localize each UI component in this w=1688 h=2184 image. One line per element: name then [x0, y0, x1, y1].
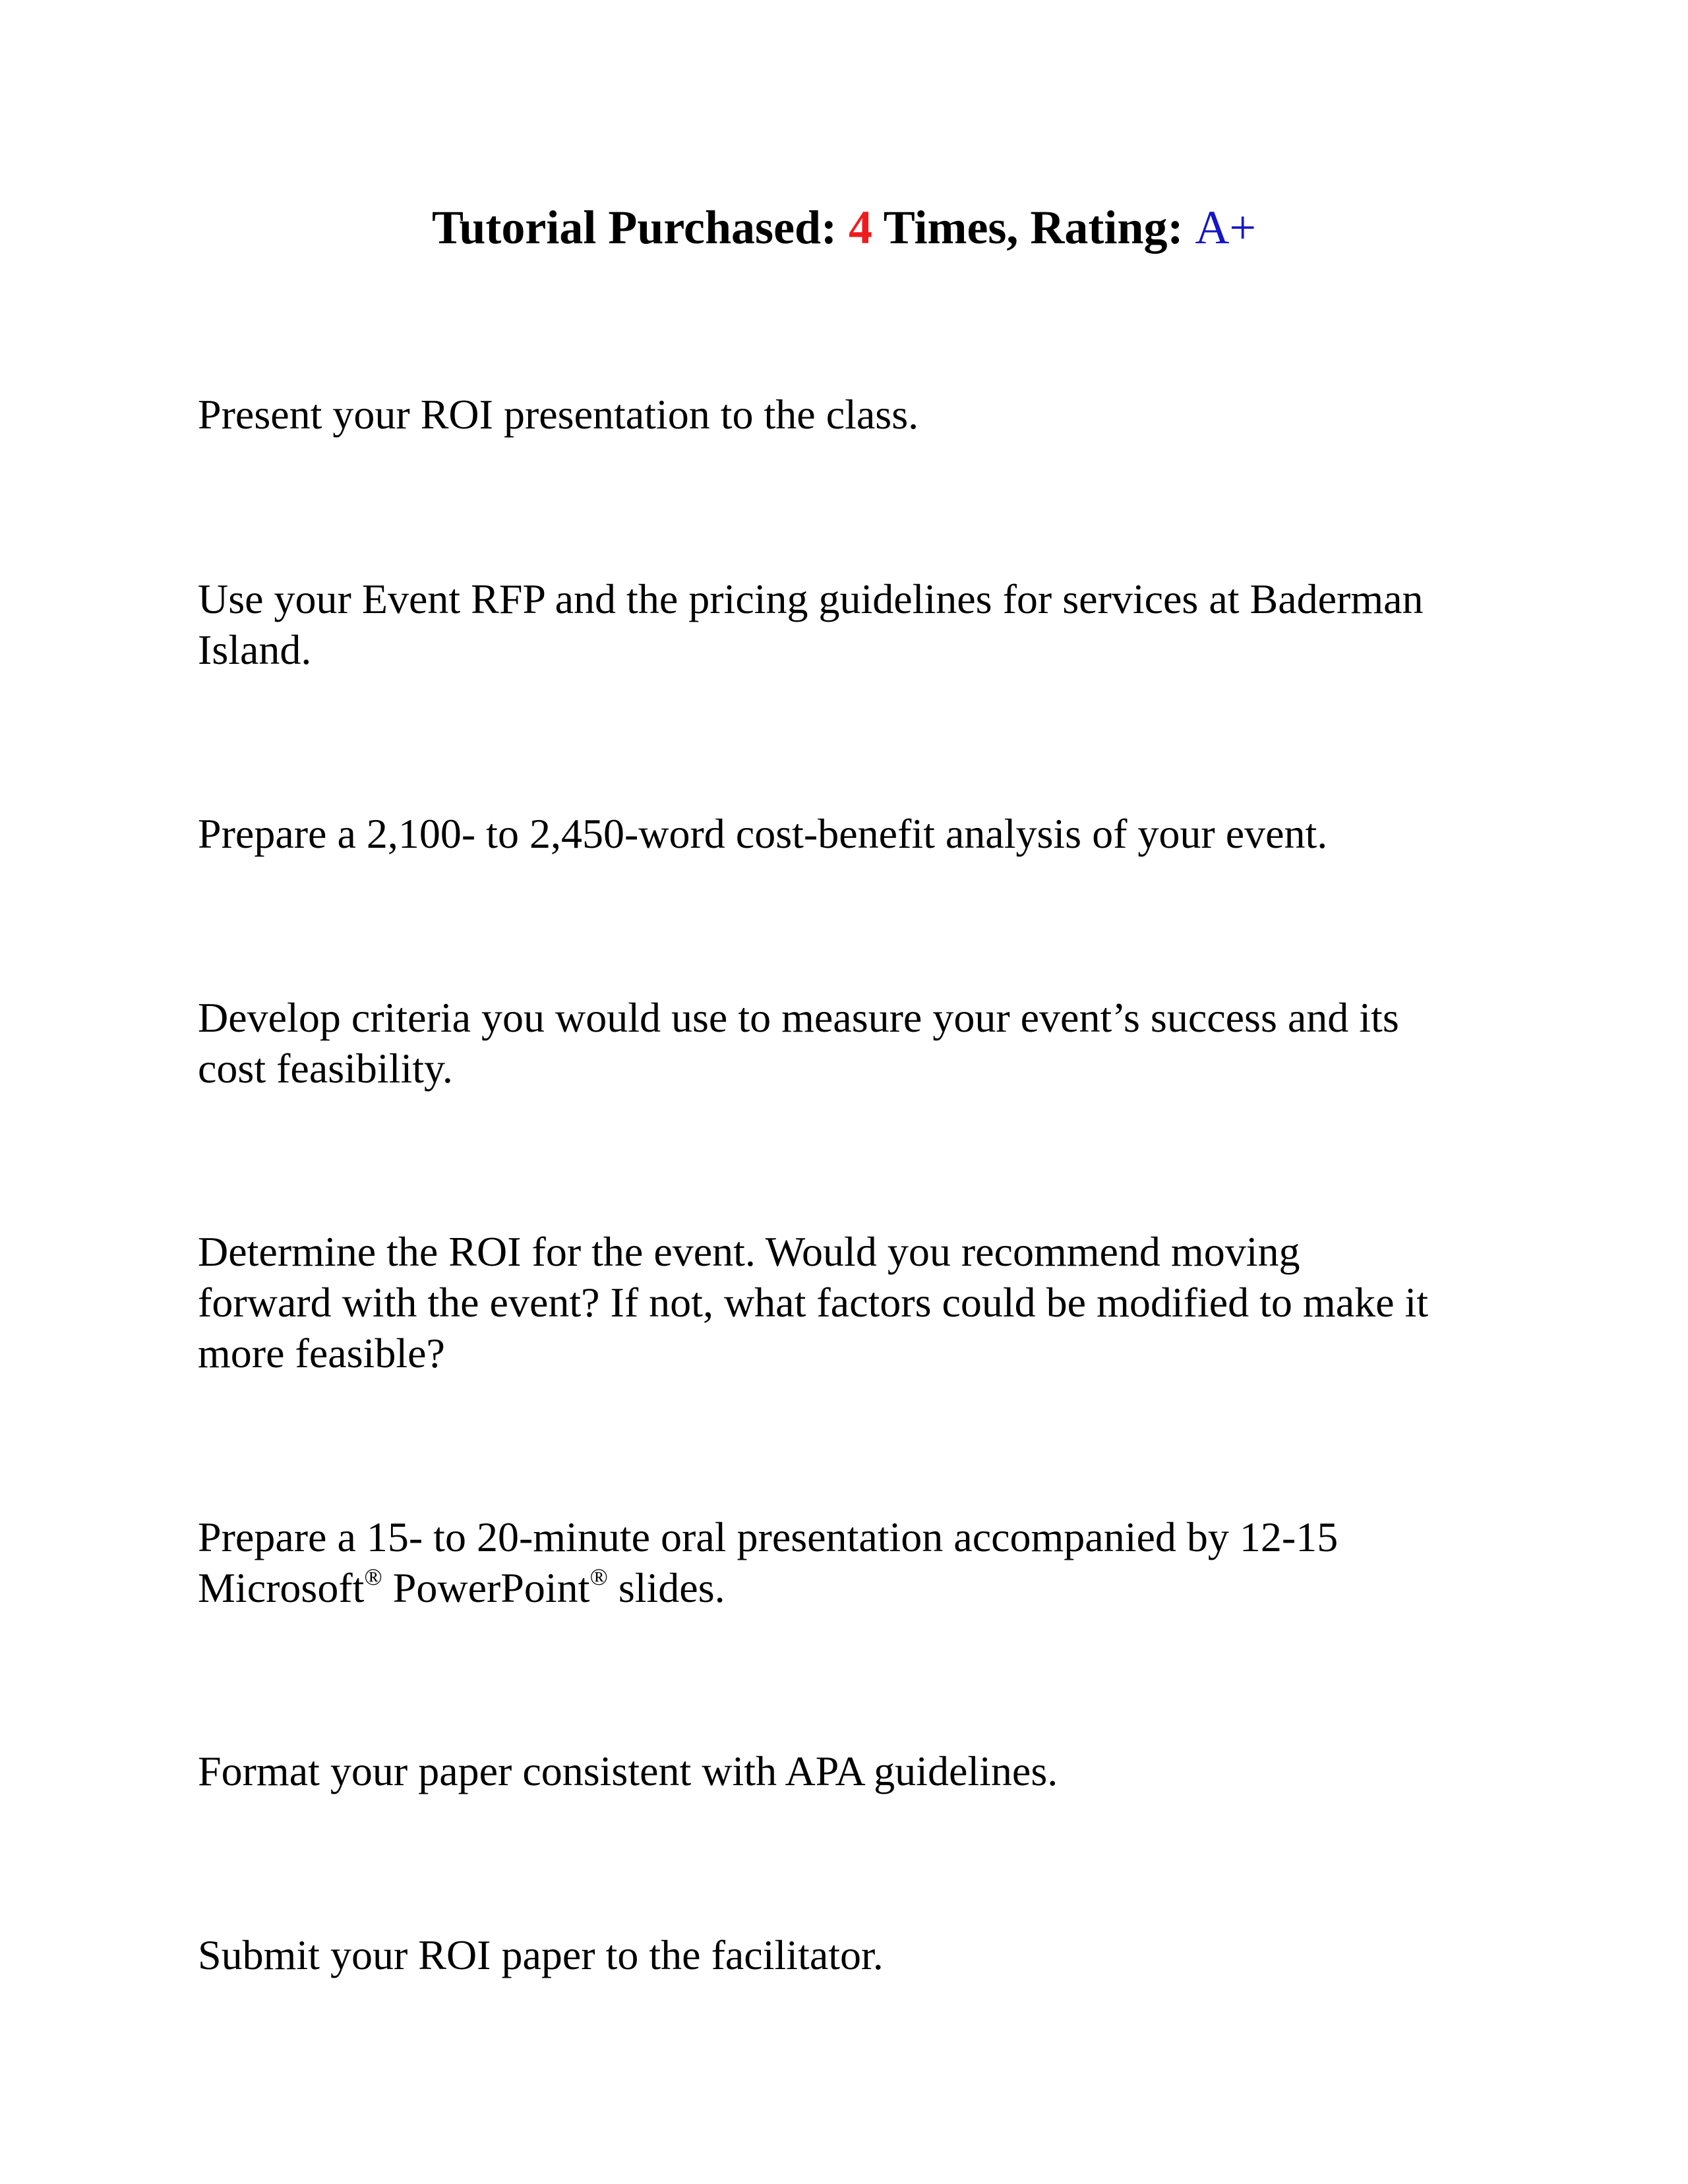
title-middle: Times, Rating: [872, 201, 1195, 254]
instruction-develop-criteria: Develop criteria you would use to measure your event’s success and its cost feasibility. [198, 994, 1399, 1092]
page-title [0, 198, 1688, 257]
instruction-determine-roi: Determine the ROI for the event. Would you recommend moving forward with the event? If not, what factors could be modified to make it more feasible? [198, 1228, 1429, 1376]
registered-mark: ® [364, 1564, 382, 1590]
purchase-count: 4 [849, 201, 873, 254]
instruction-prepare-analysis: Prepare a 2,100- to 2,450-word cost-benefit analysis of your event. [198, 810, 1328, 857]
instruction-use-rfp: Use your Event RFP and the pricing guidelines for services at Baderman Island. [198, 576, 1424, 673]
instruction-oral-presentation: Prepare a 15- to 20-minute oral presentation accompanied by 12-15 Microsoft® PowerPoint® slides. [198, 1514, 1339, 1611]
title-prefix: Tutorial Purchased: [431, 201, 849, 254]
rating-value: A+ [1195, 201, 1257, 254]
instruction-present: Present your ROI presentation to the class. [198, 391, 919, 438]
instruction-submit-paper: Submit your ROI paper to the facilitator. [198, 1932, 884, 1978]
instruction-apa-format: Format your paper consistent with APA guidelines. [198, 1748, 1058, 1794]
registered-mark: ® [589, 1564, 608, 1590]
